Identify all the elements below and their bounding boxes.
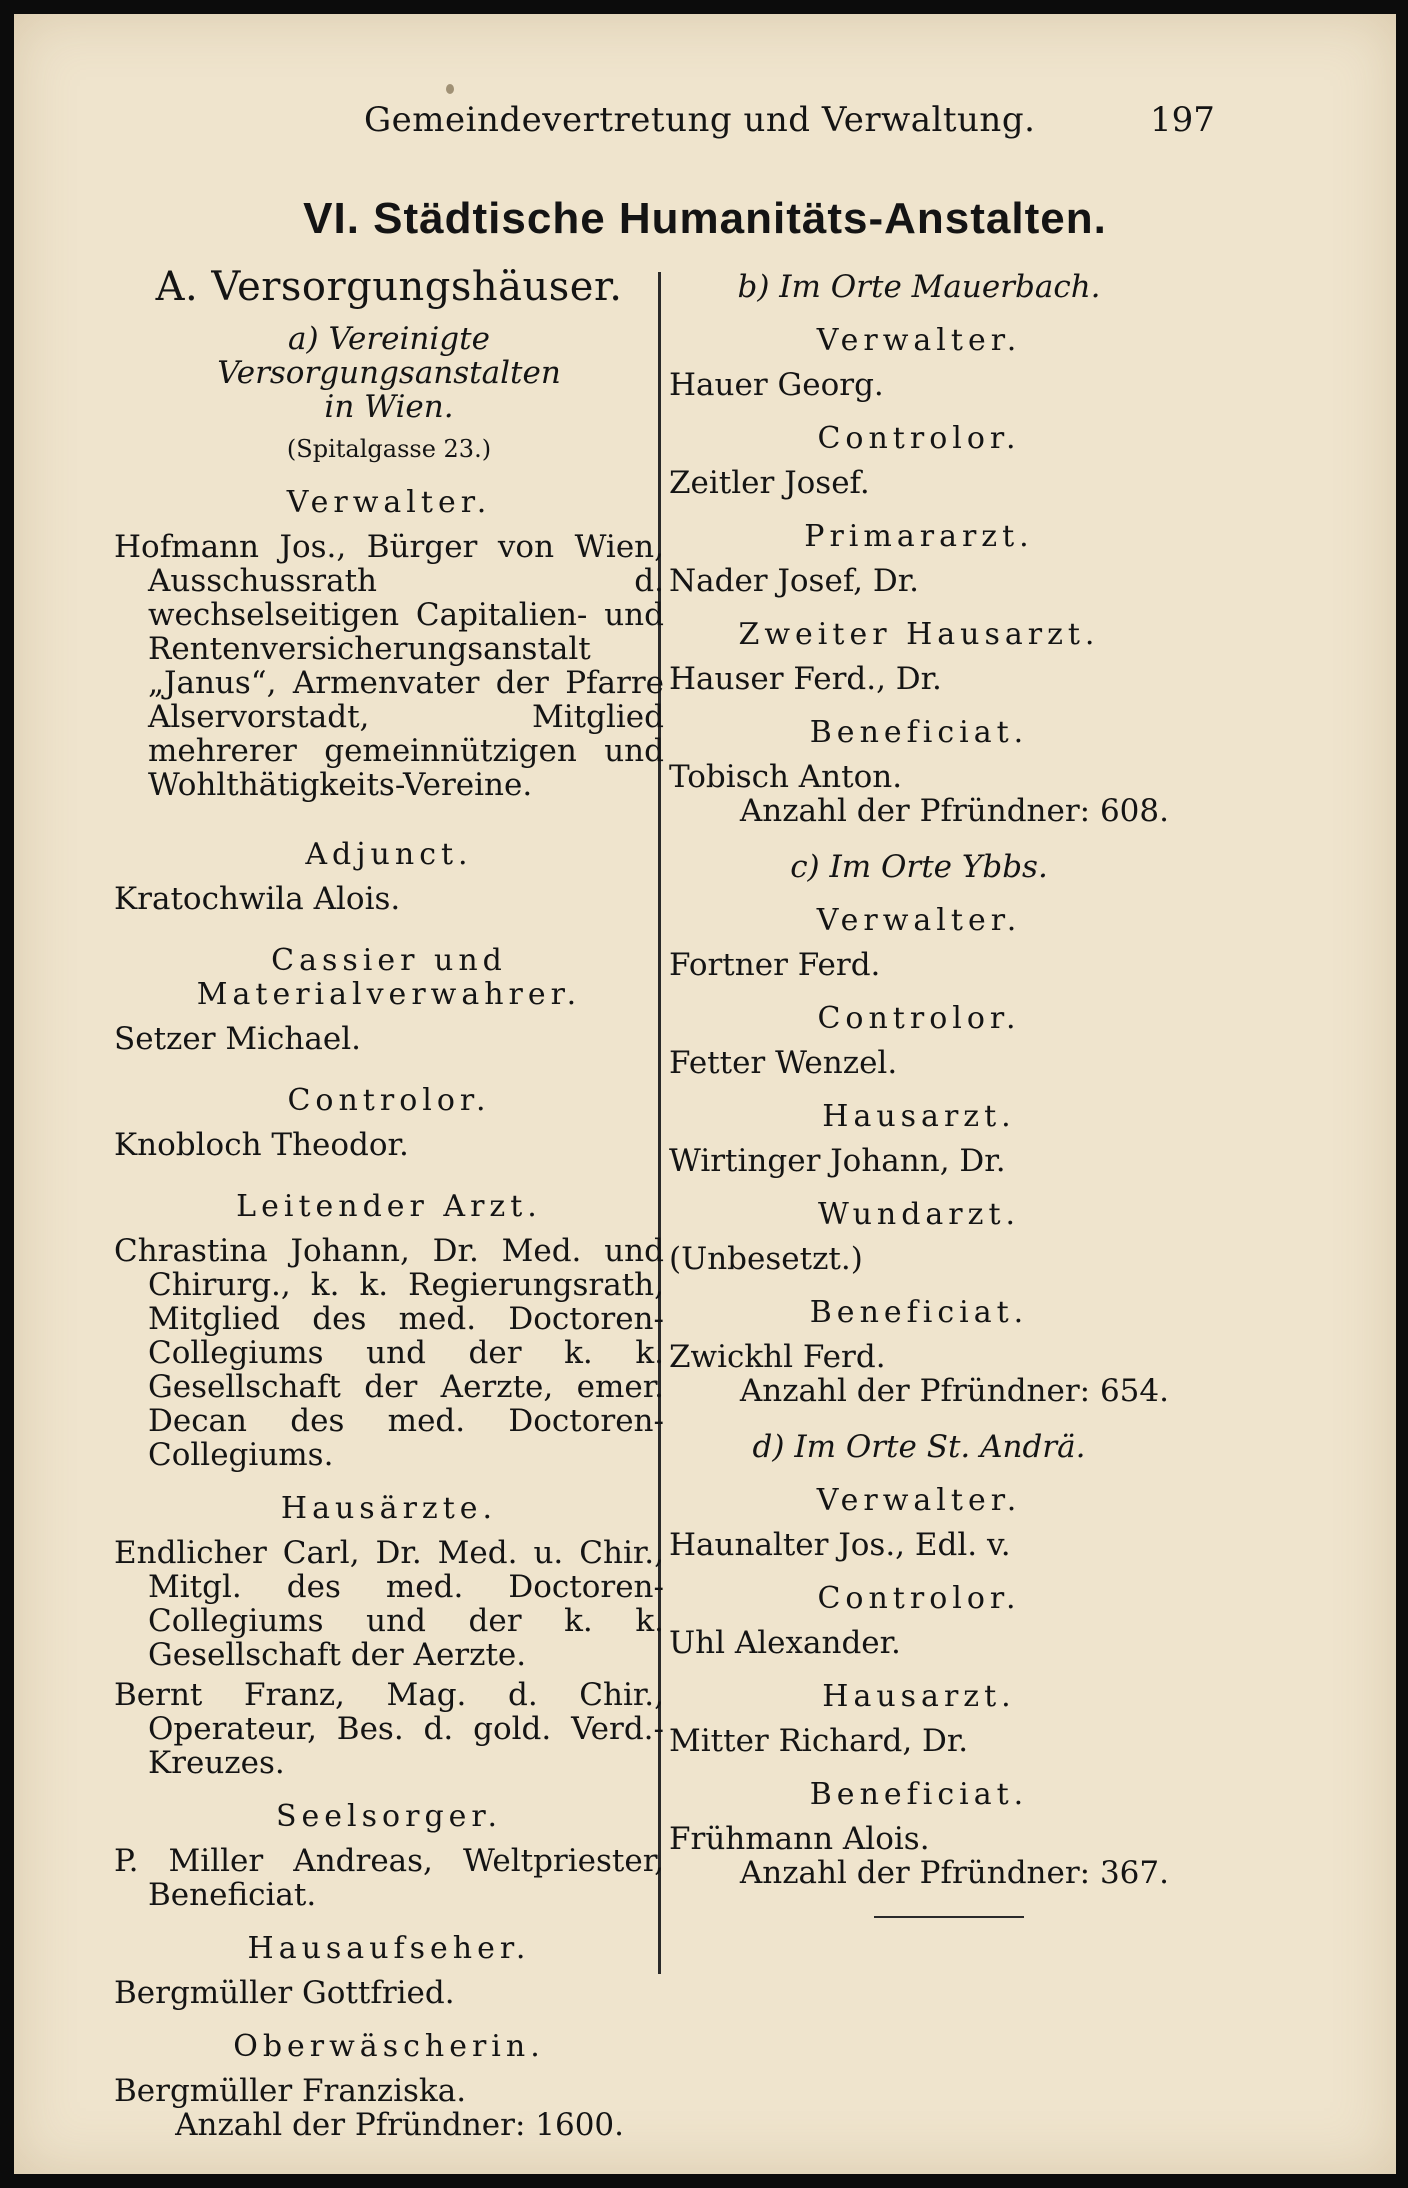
person-entry: Endlicher Carl, Dr. Med. u. Chir., Mitgl. des med. Doctoren-Collegiums und der k. k. Gesellschaft der Aerzte. bbox=[114, 1535, 664, 1673]
institution-title: a) Vereinigte Versorgungsanstalten bbox=[217, 321, 561, 391]
subsection-title: A. Versorgungshäuser. bbox=[155, 264, 623, 310]
institution-title: c) Im Orte Ybbs. bbox=[790, 849, 1048, 885]
person-entry: Kratochwila Alois. bbox=[114, 881, 401, 917]
role-heading: Verwalter. bbox=[816, 323, 1022, 358]
person-entry: Zeitler Josef. bbox=[669, 465, 870, 501]
person-entry: P. Miller Andreas, Weltpriester, Beneficiat. bbox=[114, 1843, 664, 1913]
ink-speck bbox=[446, 84, 454, 94]
person-entry: Uhl Alexander. bbox=[669, 1625, 901, 1661]
person-entry: Haunalter Jos., Edl. v. bbox=[669, 1527, 1011, 1563]
role-heading: Verwalter. bbox=[816, 903, 1022, 938]
person-entry: Fortner Ferd. bbox=[669, 947, 881, 983]
person-entry: Zwickhl Ferd. bbox=[669, 1339, 886, 1375]
person-entry: Nader Josef, Dr. bbox=[669, 563, 920, 599]
institution-title: d) Im Orte St. Andrä. bbox=[752, 1429, 1086, 1465]
role-heading: Beneficiat. bbox=[809, 1777, 1029, 1812]
role-heading: Hausaufseher. bbox=[247, 1931, 531, 1966]
institution-title: b) Im Orte Mauerbach. bbox=[737, 269, 1101, 305]
person-entry: Frühmann Alois. bbox=[669, 1821, 930, 1857]
role-heading: Adjunct. bbox=[305, 837, 473, 872]
role-heading: Zweiter Hausarzt. bbox=[738, 617, 1100, 652]
person-entry: Bergmüller Gottfried. bbox=[114, 1975, 455, 2011]
count-line: Anzahl der Pfründner: 608. bbox=[739, 793, 1169, 829]
person-entry: Chrastina Johann, Dr. Med. und Chirurg., k. k. Regierungsrath, Mitglied des med. Doctoren-Collegiums und der k. k. Gesellschaft der Aerzte, emer. Decan des med. Doctoren-Collegiums. bbox=[114, 1233, 664, 1473]
role-heading: Oberwäscherin. bbox=[233, 2029, 545, 2064]
role-heading: Controlor. bbox=[817, 1001, 1021, 1036]
person-entry: Bergmüller Franziska. bbox=[114, 2073, 467, 2109]
role-heading: Leitender Arzt. bbox=[236, 1189, 542, 1224]
person-entry: Mitter Richard, Dr. bbox=[669, 1723, 969, 1759]
section-title: VI. Städtische Humanitäts-Anstalten. bbox=[303, 194, 1107, 243]
person-entry: Setzer Michael. bbox=[114, 1021, 361, 1057]
role-heading: Hausarzt. bbox=[822, 1679, 1016, 1714]
person-entry: (Unbesetzt.) bbox=[669, 1241, 863, 1277]
person-entry: Hauser Ferd., Dr. bbox=[669, 661, 942, 697]
page-number: 197 bbox=[1150, 100, 1215, 140]
person-entry: Hauer Georg. bbox=[669, 367, 884, 403]
role-heading: Beneficiat. bbox=[809, 1295, 1029, 1330]
person-entry: Wirtinger Johann, Dr. bbox=[669, 1143, 1006, 1179]
role-heading: Verwalter. bbox=[816, 1483, 1022, 1518]
count-line: Anzahl der Pfründner: 654. bbox=[739, 1373, 1169, 1409]
count-line: Anzahl der Pfründner: 1600. bbox=[175, 2107, 624, 2143]
page bbox=[14, 14, 1396, 2174]
role-heading: Wundarzt. bbox=[817, 1197, 1021, 1232]
role-heading: Hausarzt. bbox=[822, 1099, 1016, 1134]
left-column bbox=[114, 264, 664, 2143]
role-heading: Controlor. bbox=[287, 1083, 491, 1118]
role-heading: Controlor. bbox=[817, 421, 1021, 456]
role-heading: Hausärzte. bbox=[280, 1491, 498, 1526]
role-heading: Seelsorger. bbox=[276, 1799, 502, 1834]
person-entry: Fetter Wenzel. bbox=[669, 1045, 898, 1081]
role-heading: Verwalter. bbox=[286, 485, 492, 520]
role-heading: Beneficiat. bbox=[809, 715, 1029, 750]
person-entry: Tobisch Anton. bbox=[669, 759, 903, 795]
address: (Spitalgasse 23.) bbox=[286, 435, 492, 463]
right-column bbox=[669, 270, 1169, 1890]
role-heading: Cassier und Materialverwahrer. bbox=[196, 943, 582, 1012]
count-line: Anzahl der Pfründner: 367. bbox=[739, 1855, 1169, 1891]
role-heading: Controlor. bbox=[817, 1581, 1021, 1616]
person-entry: Knobloch Theodor. bbox=[114, 1127, 409, 1163]
institution-title-2: in Wien. bbox=[324, 389, 454, 425]
running-head: Gemeindevertretung und Verwaltung. bbox=[364, 100, 1036, 140]
person-entry: Bernt Franz, Mag. d. Chir., Operateur, Bes. d. gold. Verd.-Kreuzes. bbox=[114, 1677, 664, 1781]
end-rule bbox=[874, 1916, 1024, 1918]
person-entry: Hofmann Jos., Bürger von Wien, Ausschussrath d. wechselseitigen Capitalien- und Rentenversicherungsanstalt „Janus“, Armenvater der Pfarre Alservorstadt, Mitglied mehrerer gemeinnützigen und Wohlthätigkeits-Vereine. bbox=[114, 529, 664, 803]
role-heading: Primararzt. bbox=[804, 519, 1034, 554]
